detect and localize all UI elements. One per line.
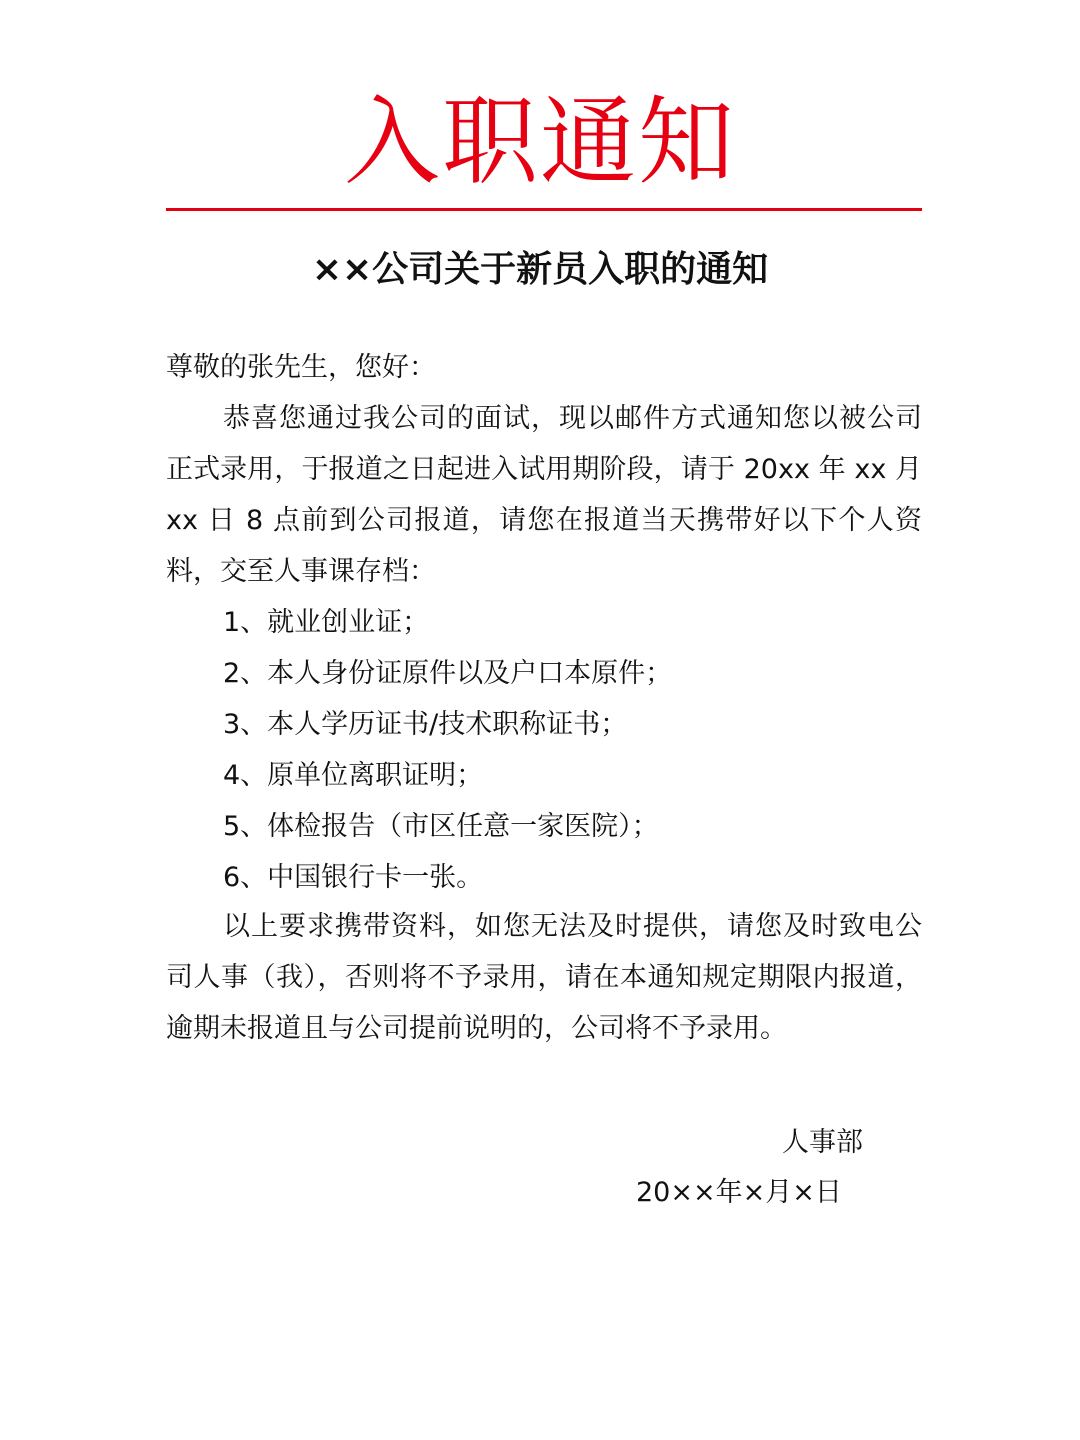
list-item: 4、原单位离职证明； bbox=[223, 760, 484, 791]
signature-department: 人事部 bbox=[782, 1127, 863, 1158]
list-item: 1、就业创业证； bbox=[223, 607, 430, 638]
intro-paragraph: 恭喜您通过我公司的面试，现以邮件方式通知您以被公司正式录用，于报道之日起进入试用期阶段，请于 20xx 年 xx 月 xx 日 8 点前到公司报道，请您在报道当天携带好以下个人资料，交至人事课存档： bbox=[166, 403, 922, 587]
list-item: 6、中国银行卡一张。 bbox=[223, 862, 484, 893]
signature-date: 20××年×月×日 bbox=[636, 1177, 842, 1208]
list-item: 3、本人学历证书/技术职称证书； bbox=[223, 709, 628, 740]
salutation: 尊敬的张先生，您好： bbox=[166, 352, 436, 383]
list-item: 2、本人身份证原件以及户口本原件； bbox=[223, 658, 673, 689]
list-item: 5、体检报告（市区任意一家医院）； bbox=[223, 811, 659, 842]
banner-title: 入职通知 bbox=[344, 86, 736, 198]
document-heading: ××公司关于新员入职的通知 bbox=[311, 249, 769, 290]
red-divider bbox=[166, 208, 922, 211]
required-documents-list bbox=[223, 597, 923, 903]
closing-paragraph: 以上要求携带资料，如您无法及时提供，请您及时致电公司人事（我），否则将不予录用，请在本通知规定期限内报道，逾期未报道且与公司提前说明的，公司将不予录用。 bbox=[166, 911, 922, 1044]
